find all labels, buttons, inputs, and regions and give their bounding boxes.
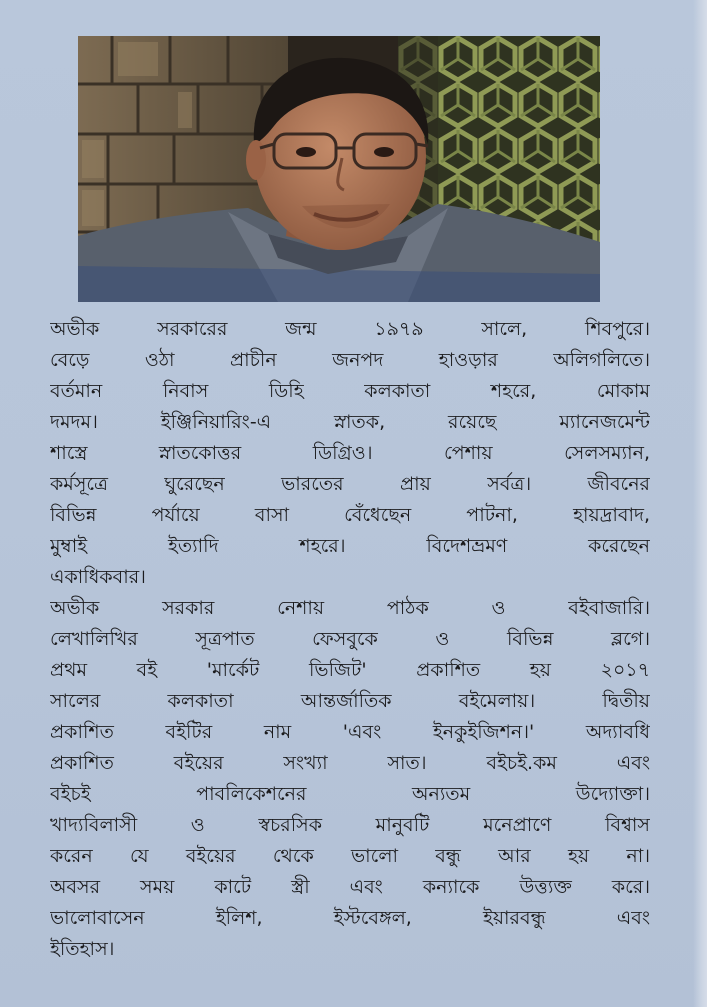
bio-line: দমদম। ইঞ্জিনিয়ারিং-এ স্নাতক, রয়েছে ম্যানেজমেন্ট	[50, 411, 650, 433]
bio-line: অবসর সময় কাটে স্ত্রী এবং কন্যাকে উত্ত্যক্ত করে।	[50, 876, 650, 898]
author-portrait-icon	[78, 36, 600, 302]
bio-line: অভীক সরকার নেশায় পাঠক ও বইবাজারি।	[50, 597, 650, 619]
page-edge	[693, 0, 707, 1007]
bio-line: শাস্ত্রে স্নাতকোত্তর ডিগ্রিও। পেশায় সেলসম্যান,	[50, 442, 650, 464]
bio-line: সালের কলকাতা আন্তর্জাতিক বইমেলায়। দ্বিতীয়	[50, 690, 650, 712]
bio-paragraph	[50, 593, 650, 965]
bio-line: ভালোবাসেন ইলিশ, ইস্টবেঙ্গল, ইয়ারবন্ধু এবং	[50, 907, 650, 929]
bio-line: বিভিন্ন পর্যায়ে বাসা বেঁধেছেন পাটনা, হায়দ্রাবাদ,	[50, 504, 650, 526]
bio-line: একাধিকবার।	[50, 566, 146, 588]
bio-line: প্রকাশিত বইটির নাম 'এবং ইনকুইজিশন।' অদ্যাবধি	[50, 721, 650, 743]
bio-line: কর্মসূত্রে ঘুরেছেন ভারতের প্রায় সর্বত্র। জীবনের	[50, 473, 650, 495]
bio-line: বইচই পাবলিকেশনের অন্যতম উদ্যোক্তা।	[50, 783, 650, 805]
bio-line: প্রথম বই 'মার্কেট ভিজিট' প্রকাশিত হয় ২০১৭	[50, 659, 650, 681]
bio-line: মুম্বাই ইত্যাদি শহরে। বিদেশভ্রমণ করেছেন	[50, 535, 650, 557]
bio-line: লেখালিখির সূত্রপাত ফেসবুকে ও বিভিন্ন ব্লগে।	[50, 628, 650, 650]
bio-line: খাদ্যবিলাসী ও স্বচরসিক মানুবটি মনেপ্রাণে বিশ্বাস	[50, 814, 650, 836]
bio-line: ইতিহাস।	[50, 938, 115, 960]
author-photo	[78, 36, 600, 302]
bio-line: প্রকাশিত বইয়ের সংখ্যা সাত। বইচই.কম এবং	[50, 752, 650, 774]
bio-paragraph	[50, 314, 650, 593]
bio-line: বেড়ে ওঠা প্রাচীন জনপদ হাওড়ার অলিগলিতে।	[50, 349, 650, 371]
author-bio	[50, 314, 650, 965]
bio-line: বর্তমান নিবাস ডিহি কলকাতা শহরে, মোকাম	[50, 380, 650, 402]
bio-line: করেন যে বইয়ের থেকে ভালো বন্ধু আর হয় না।	[50, 845, 650, 867]
bio-line: অভীক সরকারের জন্ম ১৯৭৯ সালে, শিবপুরে।	[50, 318, 650, 340]
